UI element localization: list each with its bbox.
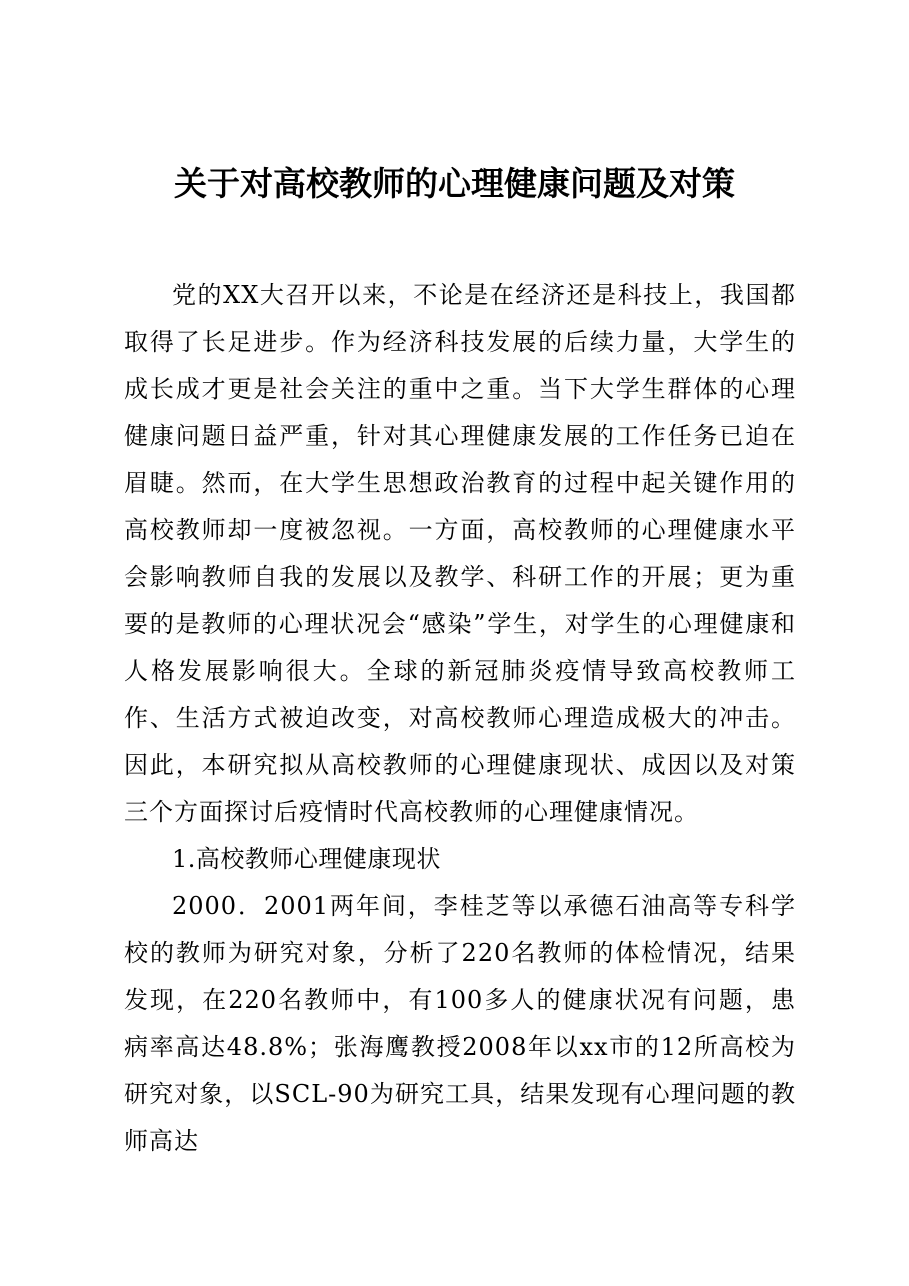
status-paragraph: 2000．2001两年间，李桂芝等以承德石油高等专科学校的教师为研究对象，分析了220名教师的体检情况，结果发现，在220名教师中，有100多人的健康状况有问题，患病率高达48.8%；张海鹰教授2008年以xx市的12所高校为研究对象，以SCL-90为研究工具，结果发现有心理问题的教师高达	[124, 892, 796, 1155]
document-title: 关于对高校教师的心理健康问题及对策	[174, 164, 735, 203]
section-heading: 1.高校教师心理健康现状	[172, 845, 441, 873]
document-body	[124, 272, 796, 1165]
intro-paragraph: 党的XX大召开以来，不论是在经济还是科技上，我国都取得了长足进步。作为经济科技发展的后续力量，大学生的成长成才更是社会关注的重中之重。当下大学生群体的心理健康问题日益严重，针对其心理健康发展的工作任务已迫在眉睫。然而，在大学生思想政治教育的过程中起关键作用的高校教师却一度被忽视。一方面，高校教师的心理健康水平会影响教师自我的发展以及教学、科研工作的开展；更为重要的是教师的心理状况会“感染”学生，对学生的心理健康和人格发展影响很大。全球的新冠肺炎疫情导致高校教师工作、生活方式被迫改变，对高校教师心理造成极大的冲击。因此，本研究拟从高校教师的心理健康现状、成因以及对策三个方面探讨后疫情时代高校教师的心理健康情况。	[124, 281, 796, 826]
